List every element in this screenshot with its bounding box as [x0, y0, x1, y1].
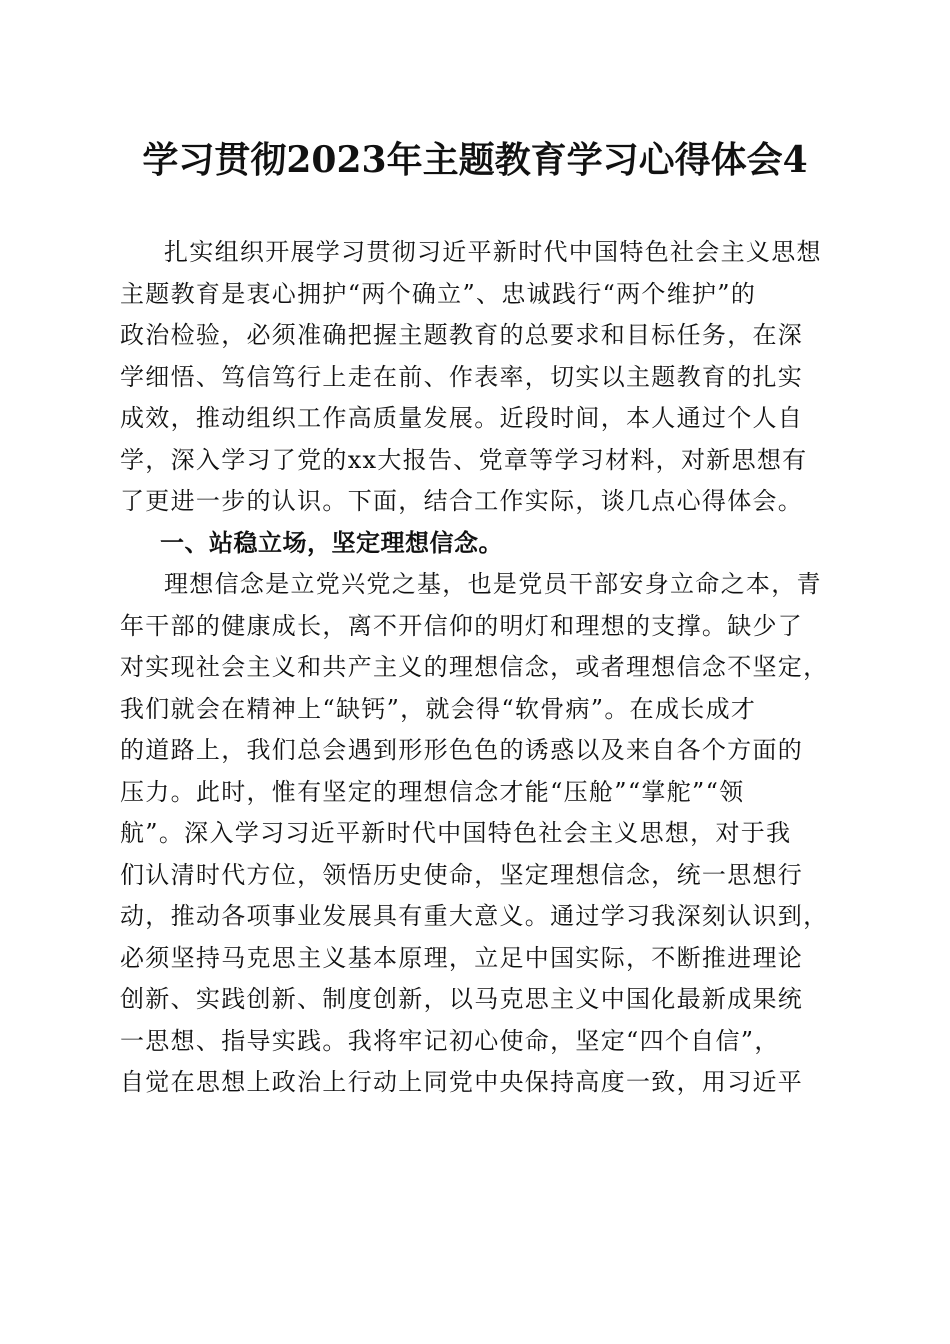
paragraph-2-line-4: 我们就会在精神上“缺钙”，就会得“软骨病”。在成长成才: [120, 694, 757, 723]
paragraph-2-line-8: 们认清时代方位，领悟历史使命，坚定理想信念，统一思想行: [120, 860, 804, 889]
paragraph-2-line-2: 年干部的健康成长，离不开信仰的明灯和理想的支撑。缺少了: [120, 611, 804, 640]
paragraph-1-line-4: 学细悟、笃信笃行上走在前、作表率，切实以主题教育的扎实: [120, 362, 804, 391]
paragraph-2-line-13: 自觉在思想上政治上行动上同党中央保持高度一致，用习近平: [120, 1068, 804, 1096]
paragraph-2-line-11: 创新、实践创新、制度创新，以马克思主义中国化最新成果统: [120, 985, 804, 1013]
paragraph-2-line-6: 压力。此时，惟有坚定的理想信念才能“压舱”“掌舵”“领: [120, 777, 745, 806]
paragraph-2-line-5: 的道路上，我们总会遇到形形色色的诱惑以及来自各个方面的: [120, 736, 804, 764]
document-title: 学习贯彻2023年主题教育学习心得体会4: [142, 139, 808, 181]
paragraph-2-line-1: 理想信念是立党兴党之基，也是党员干部安身立命之本，青: [164, 570, 822, 598]
paragraph-2-line-10: 必须坚持马克思主义基本原理，立足中国实际，不断推进理论: [120, 943, 804, 972]
section-heading-1: 一、站稳立场，坚定理想信念。: [160, 528, 503, 557]
paragraph-1-line-2: 主题教育是衷心拥护“两个确立”、忠诚践行“两个维护”的: [120, 279, 757, 308]
paragraph-1-line-6: 学，深入学习了党的xx大报告、党章等学习材料，对新思想有: [120, 445, 808, 474]
paragraph-2-line-12: 一思想、指导实践。我将牢记初心使命，坚定“四个自信”，: [120, 1026, 780, 1055]
paragraph-1-line-3: 政治检验，必须准确把握主题教育的总要求和目标任务，在深: [120, 321, 804, 349]
paragraph-2-line-7: 航”。深入学习习近平新时代中国特色社会主义思想，对于我: [120, 819, 792, 847]
paragraph-2-line-9: 动，推动各项事业发展具有重大意义。通过学习我深刻认识到，: [120, 902, 829, 930]
paragraph-1-line-1: 扎实组织开展学习贯彻习近平新时代中国特色社会主义思想: [164, 238, 822, 266]
document-body: [120, 232, 832, 1104]
paragraph-1-line-7: 了更进一步的认识。下面，结合工作实际，谈几点心得体会。: [120, 487, 804, 515]
paragraph-1-line-5: 成效，推动组织工作高质量发展。近段时间，本人通过个人自: [120, 404, 804, 432]
paragraph-2-line-3: 对实现社会主义和共产主义的理想信念，或者理想信念不坚定，: [120, 653, 829, 681]
